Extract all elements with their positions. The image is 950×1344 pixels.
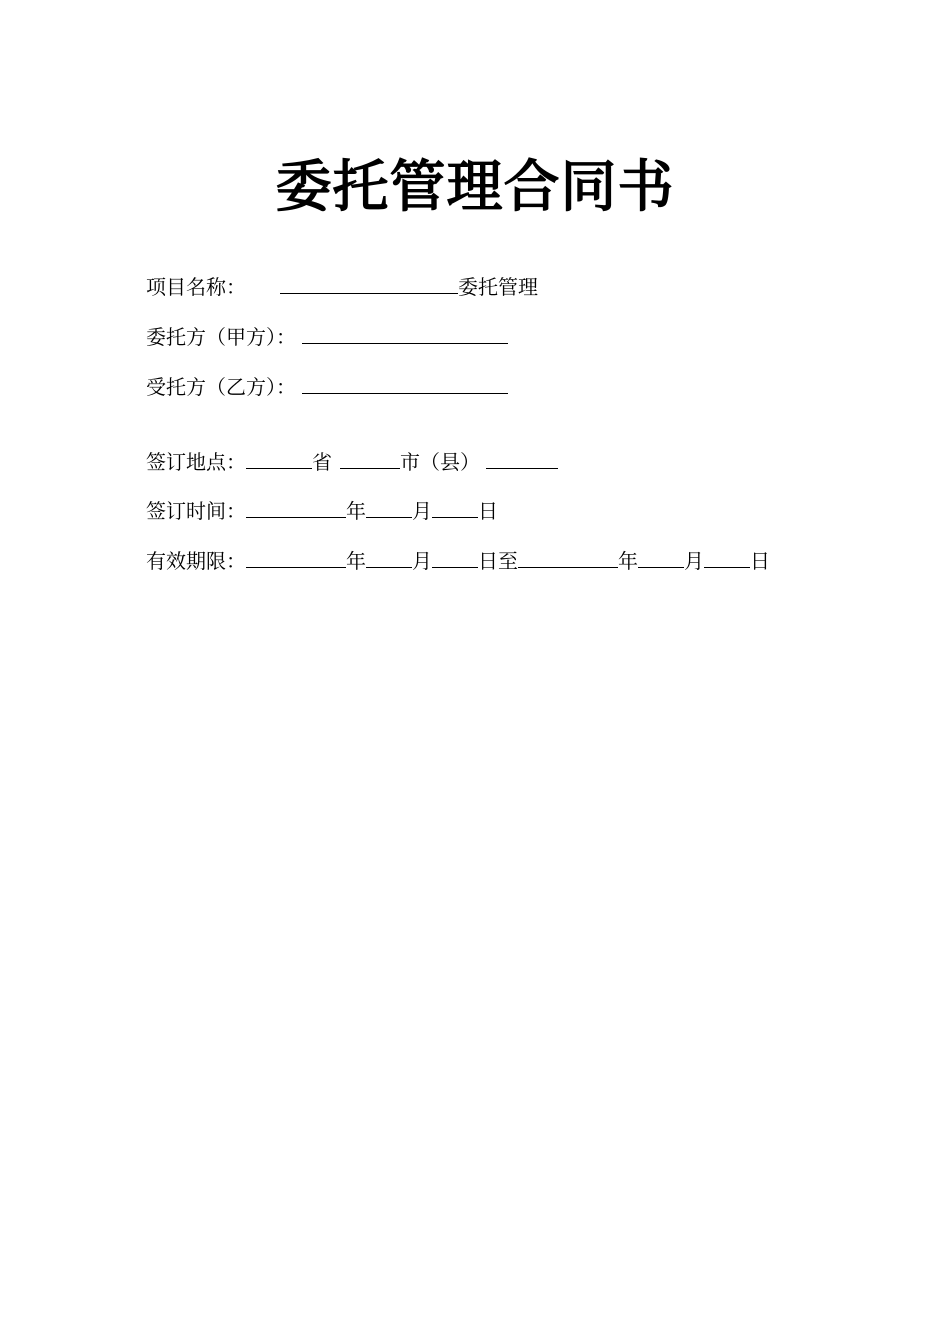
county-blank[interactable] — [486, 446, 558, 469]
signing-year-blank[interactable] — [246, 495, 346, 518]
signing-place-label: 签订地点： — [146, 450, 246, 474]
end-day-blank[interactable] — [704, 545, 750, 568]
project-name-label: 项目名称： — [146, 275, 246, 299]
party-b-label: 受托方（乙方）： — [146, 375, 296, 399]
start-year-blank[interactable] — [246, 545, 346, 568]
party-a-label: 委托方（甲方）： — [146, 325, 296, 349]
project-name-blank[interactable] — [280, 271, 458, 294]
party-b-row — [146, 371, 508, 401]
start-year-label: 年 — [346, 549, 366, 573]
validity-period-row — [146, 545, 770, 575]
province-blank[interactable] — [246, 446, 312, 469]
validity-period-label: 有效期限： — [146, 549, 246, 573]
start-month-blank[interactable] — [366, 545, 412, 568]
end-year-blank[interactable] — [518, 545, 618, 568]
signing-month-blank[interactable] — [366, 495, 412, 518]
signing-day-label: 日 — [478, 499, 498, 523]
end-month-label: 月 — [684, 549, 704, 573]
signing-day-blank[interactable] — [432, 495, 478, 518]
signing-year-label: 年 — [346, 499, 366, 523]
start-month-label: 月 — [412, 549, 432, 573]
city-blank[interactable] — [340, 446, 400, 469]
signing-month-label: 月 — [412, 499, 432, 523]
project-name-row — [146, 271, 538, 301]
party-a-row — [146, 321, 508, 351]
end-month-blank[interactable] — [638, 545, 684, 568]
start-day-blank[interactable] — [432, 545, 478, 568]
project-name-suffix: 委托管理 — [458, 275, 538, 299]
signing-place-row — [146, 446, 558, 476]
party-a-blank[interactable] — [302, 321, 508, 344]
party-b-blank[interactable] — [302, 371, 508, 394]
end-year-label: 年 — [618, 549, 638, 573]
city-label: 市（县） — [400, 450, 480, 474]
end-day-label: 日 — [750, 549, 770, 573]
start-day-to-label: 日至 — [478, 549, 518, 573]
signing-date-label: 签订时间： — [146, 499, 246, 523]
signing-date-row — [146, 495, 498, 525]
province-label: 省 — [312, 450, 332, 474]
document-title: 委托管理合同书 — [275, 155, 675, 220]
